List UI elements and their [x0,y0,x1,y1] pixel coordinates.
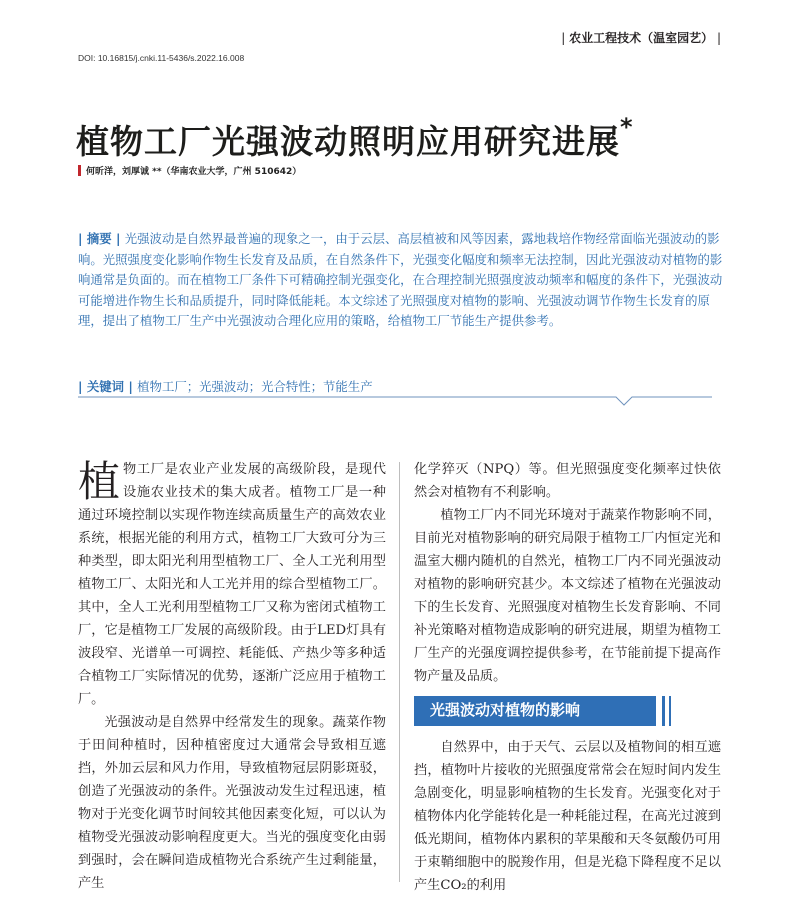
title-footnote-mark: * [620,113,634,141]
journal-name: 农业工程技术（温室园艺） [569,31,714,45]
section-heading-text: 光强波动对植物的影响 [430,701,581,719]
article-title [76,113,634,163]
intro-paragraph-text: 物工厂是农业产业发展的高级阶段，是现代设施农业技术的集大成者。植物工厂是一种通过环境控制以实现作物连续高质量生产的高效农业系统，根据光能的利用方式，植物工厂大致可分为三种类型，即太阳光利用型植物工厂、全人工光利用型植物工厂、太阳光和人工光并用的综合型植物工厂。其中，全人工光利用型植物工厂又称为密闭式植物工厂，它是植物工厂发展的高级阶段。由于LED灯具有波段窄、光谱单一可调控、耗能低、产热少等多种适合植物工厂实际情况的优势，逐渐广泛应用于植物工厂。 [78,462,386,707]
author-line [78,164,301,177]
journal-header: | 农业工程技术（温室园艺） | [561,31,721,45]
abstract-block: | 摘要 | 光强波动是自然界最普遍的现象之一，由于云层、高层植被和风等因素，露地栽培作物经常面临光强波动的影响。光照强度变化影响作物生长发育及品质，在自然条件下，光强变化幅度和频率无法控制，因此光强波动对植物的影响通常是负面的。而在植物工厂条件下可精确控制光强变化，在合理控制光照强度波动频率和幅度的条件下，光强波动可能增进作物生长和品质提升，同时降低能耗。本文综述了光照强度对植物的影响、光强波动调节作物生长发育的原理，提出了植物工厂生产中光强波动合理化应用的策略，给植物工厂节能生产提供参考。 [78,231,723,328]
abstract-divider [78,388,718,408]
keywords-label: 关键词 [86,379,125,394]
title-text: 植物工厂光强波动照明应用研究进展 [76,122,620,161]
keywords-block: | 关键词 | 植物工厂；光强波动；光合特性；节能生产 [78,379,373,394]
column-divider [399,462,400,882]
body-column-left [78,458,386,895]
body-paragraph: 自然界中，由于天气、云层以及植物间的相互遮挡，植物叶片接收的光照强度常常会在短时间内发生急剧变化，明显影响植物的生长发育。光强变化对于植物体内化学能转化是一种耗能过程，在高光过渡到低光期间，植物体内累积的苹果酸和天冬氨酸仍可用于束鞘细胞中的脱羧作用，但是光稳下降程度不足以产生CO₂的利用 [414,740,721,893]
drop-cap: 植 [78,457,121,506]
body-paragraph: 光强波动是自然界中经常发生的现象。蔬菜作物于田间种植时，因种植密度过大通常会导致相互遮挡，外加云层和风力作用，导致植物冠层阴影斑驳，创造了光强波动的条件。光强波动发生过程迅速，植物对于光变化调节时间较其他因素变化短，可以认为植物受光强波动影响程度更大。当光的强度变化由弱到强时，会在瞬间造成植物光合系统产生过剩能量，产生 [78,715,386,891]
authors-text: 何昕洋，刘厚诚 **（华南农业大学，广州 510642） [86,167,302,177]
doi-text: DOI: 10.16815/j.cnki.11-5436/s.2022.16.008 [78,53,245,63]
heading-stripe [662,696,665,726]
keywords-text: 植物工厂；光强波动；光合特性；节能生产 [137,379,373,394]
heading-stripe [669,696,671,726]
abstract-text: 光强波动是自然界最普遍的现象之一，由于云层、高层植被和风等因素，露地栽培作物经常面临光强波动的影响。光照强度变化影响作物生长发育及品质，在自然条件下，光强变化幅度和频率无法控制，因此光强波动对植物的影响通常是负面的。而在植物工厂条件下可精确控制光强变化，在合理控制光照强度波动频率和幅度的条件下，光强波动可能增进作物生长和品质提升，同时降低能耗。本文综述了光照强度对植物的影响、光强波动调节作物生长发育的原理，提出了植物工厂生产中光强波动合理化应用的策略，给植物工厂节能生产提供参考。 [78,231,723,328]
author-marker [78,165,81,176]
intro-paragraph [78,458,386,711]
section-heading [414,696,656,726]
abstract-label: 摘要 [86,231,112,246]
body-column-right [414,458,721,897]
body-paragraph: 植物工厂内不同光环境对于蔬菜作物影响不同，目前光对植物影响的研究局限于植物工厂内恒定光和温室大棚内随机的自然光，植物工厂内不同光强波动对植物的影响研究甚少。本文综述了植物在光强波动下的生长发育、光照强度对植物生长发育影响、不同补光策略对植物造成影响的研究进展，期望为植物工厂生产的光强度调控提供参考，在节能前提下提高作物产量及品质。 [414,508,721,684]
body-paragraph: 化学猝灭（NPQ）等。但光照强度变化频率过快依然会对植物有不利影响。 [414,462,721,500]
